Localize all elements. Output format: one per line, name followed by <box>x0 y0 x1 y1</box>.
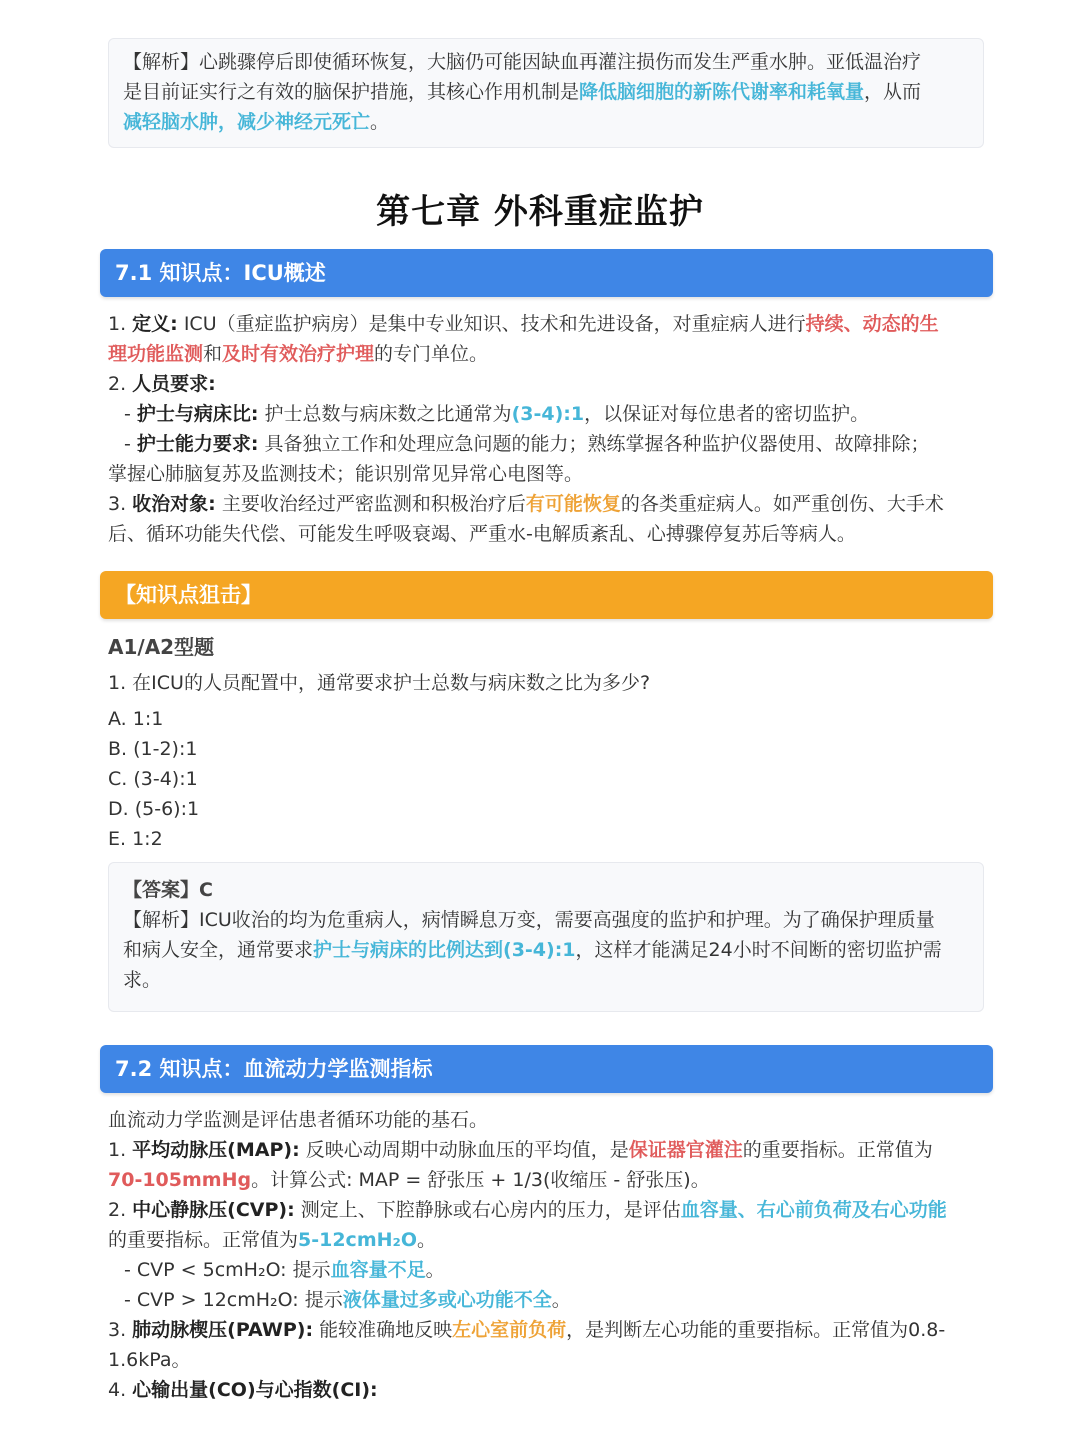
answer-exp-line-2: 和病人安全，通常要求护士与病床的比例达到(3-4):1，这样才能满足24小时不间断的密切监护需 <box>123 939 942 961</box>
pawp-line-2: 1.6kPa。 <box>108 1349 191 1371</box>
answer-exp-line-3: 求。 <box>123 969 162 991</box>
option-e: E. 1:2 <box>108 828 163 850</box>
top-exp-line-2: 是目前证实行之有效的脑保护措施，其核心作用机制是降低脑细胞的新陈代谢率和耗氧量，从而 <box>123 81 922 103</box>
answer-label: 【答案】C <box>123 879 213 901</box>
chapter-title: 第七章 外科重症监护 <box>376 192 704 232</box>
nurse-bed-ratio: - 护士与病床比: 护士总数与病床数之比通常为(3-4):1，以保证对每位患者的密切监护。 <box>124 403 870 425</box>
quiz-content <box>108 632 980 854</box>
cvp-high: - CVP > 12cmH₂O: 提示液体量过多或心功能不全。 <box>124 1289 571 1311</box>
option-c: C. (3-4):1 <box>108 768 198 790</box>
admission-line-2: 后、循环功能失代偿、可能发生呼吸衰竭、严重水-电解质紊乱、心搏骤停复苏后等病人。 <box>108 523 856 545</box>
section-7-1-banner: 7.1 知识点：ICU概述 <box>100 249 993 297</box>
hemo-intro: 血流动力学监测是评估患者循环功能的基石。 <box>108 1109 489 1131</box>
answer-exp-line-1: 【解析】ICU收治的均为危重病人，病情瞬息万变，需要高强度的监护和护理。为了确保护理质量 <box>123 909 935 931</box>
option-list <box>108 704 980 854</box>
option-b: B. (1-2):1 <box>108 738 198 760</box>
question-text: 1. 在ICU的人员配置中，通常要求护士总数与病床数之比为多少? <box>108 672 651 694</box>
answer-box <box>108 862 984 1012</box>
co-ci-heading: 4. 心输出量(CO)与心指数(CI): <box>108 1379 378 1401</box>
map-line-2: 70-105mmHg。计算公式: MAP = 舒张压 + 1/3(收缩压 - 舒张压)。 <box>108 1169 710 1191</box>
option-a: A. 1:1 <box>108 708 164 730</box>
staffing-heading: 2. 人员要求: <box>108 373 216 395</box>
pawp-line-1: 3. 肺动脉楔压(PAWP): 能较准确地反映左心室前负荷，是判断左心功能的重要指标。正常值为0.8- <box>108 1319 946 1341</box>
section-7-1-content <box>108 309 980 549</box>
nurse-ability-line-1: - 护士能力要求: 具备独立工作和处理应急问题的能力；熟练掌握各种监护仪器使用、故障排除； <box>124 433 930 455</box>
cvp-low: - CVP < 5cmH₂O: 提示血容量不足。 <box>124 1259 445 1281</box>
definition-line-1: 1. 定义: ICU（重症监护病房）是集中专业知识、技术和先进设备，对重症病人进行持续、动态的生 <box>108 313 939 335</box>
cvp-line-1: 2. 中心静脉压(CVP): 测定上、下腔静脉或右心房内的压力，是评估血容量、右心前负荷及右心功能 <box>108 1199 947 1221</box>
highlight-effect: 减轻脑水肿，减少神经元死亡 <box>123 111 371 133</box>
definition-line-2: 理功能监测和及时有效治疗护理的专门单位。 <box>108 343 489 365</box>
top-explanation-box <box>108 38 984 148</box>
top-exp-line-1: 【解析】心跳骤停后即使循环恢复，大脑仍可能因缺血再灌注损伤而发生严重水肿。亚低温治疗 <box>123 51 922 73</box>
option-d: D. (5-6):1 <box>108 798 200 820</box>
map-line-1: 1. 平均动脉压(MAP): 反映心动周期中动脉血压的平均值，是保证器官灌注的重要指标。正常值为 <box>108 1139 933 1161</box>
quiz-banner: 【知识点狙击】 <box>100 571 993 619</box>
top-exp-line-3: 减轻脑水肿，减少神经元死亡。 <box>123 111 390 133</box>
section-7-2-banner: 7.2 知识点：血流动力学监测指标 <box>100 1045 993 1093</box>
nurse-ability-line-2: 掌握心肺脑复苏及监测技术；能识别常见异常心电图等。 <box>108 463 584 485</box>
admission-line-1: 3. 收治对象: 主要收治经过严密监测和积极治疗后有可能恢复的各类重症病人。如严重创伤、大手术 <box>108 493 944 515</box>
cvp-line-2: 的重要指标。正常值为5-12cmH₂O。 <box>108 1229 437 1251</box>
section-7-2-content <box>108 1105 980 1405</box>
highlight-mechanism: 降低脑细胞的新陈代谢率和耗氧量 <box>579 81 865 103</box>
question-type: A1/A2型题 <box>108 635 215 659</box>
